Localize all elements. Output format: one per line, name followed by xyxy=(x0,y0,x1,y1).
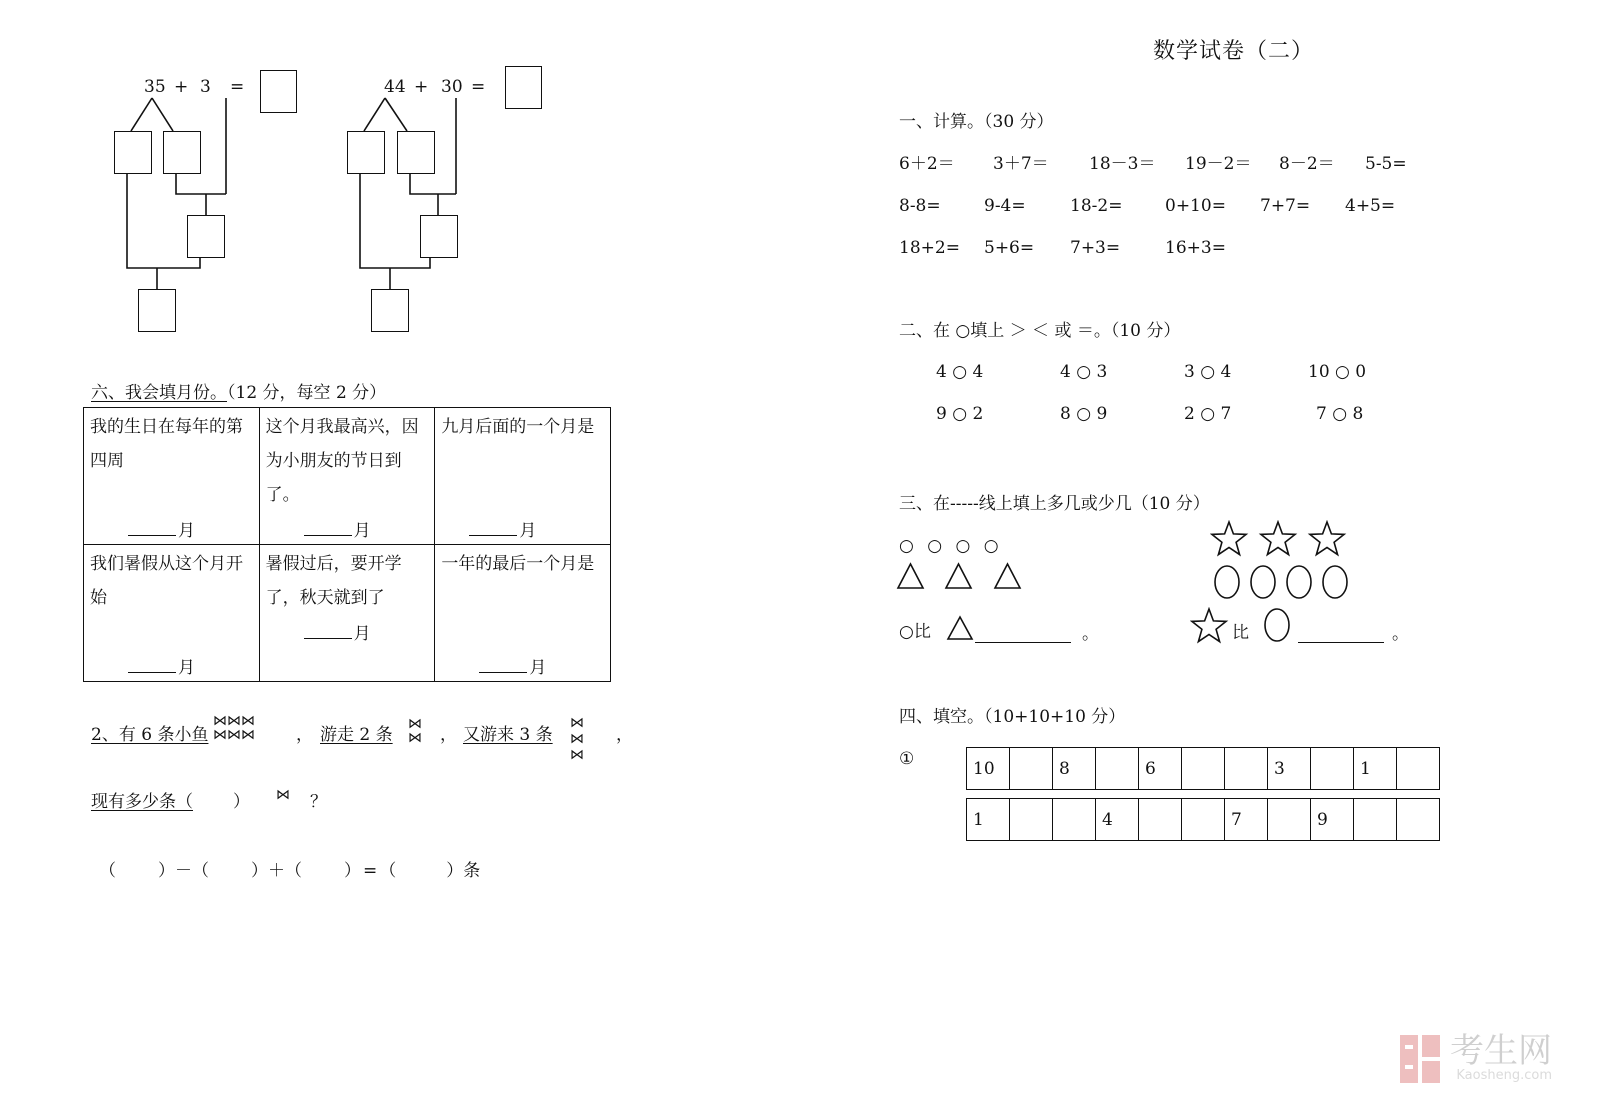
seq-cell[interactable] xyxy=(1354,799,1397,841)
month-cell-3 xyxy=(435,408,611,545)
compare-item[interactable]: 4 ○ 3 xyxy=(1060,362,1108,382)
tree2-branch-lines xyxy=(0,0,560,340)
fish-problem-part3: 又游来 3 条 xyxy=(463,725,553,745)
tree1-num2: 3 xyxy=(200,77,211,97)
calc-row-3 xyxy=(899,240,1226,257)
month-cell-2-unit: 月 xyxy=(353,521,371,541)
answer-line-left[interactable] xyxy=(975,642,1071,643)
month-cell-3-blank[interactable] xyxy=(469,523,536,540)
calc-item: 3＋7＝ xyxy=(993,154,1049,174)
fish-icon: ⋈ xyxy=(276,787,290,803)
month-cell-6-unit: 月 xyxy=(529,658,547,678)
months-table xyxy=(83,407,611,682)
fish-question-mark: ？ xyxy=(310,792,327,812)
eq-paren-close-1: ） xyxy=(158,861,175,881)
fish-question-end: ） xyxy=(233,792,250,812)
oval-icon xyxy=(1323,566,1347,598)
seq-cell[interactable] xyxy=(1053,799,1096,841)
watermark xyxy=(1400,1031,1552,1084)
section3-title: 三、在-----线上填上多几或少几（10 分） xyxy=(899,494,1210,514)
month-cell-1-unit: 月 xyxy=(178,521,195,541)
compare-item[interactable]: 7 ○ 8 xyxy=(1316,404,1364,424)
calc-row-1 xyxy=(899,156,1407,173)
compare-row-2 xyxy=(936,406,1363,423)
seq-cell[interactable] xyxy=(1397,748,1440,790)
triangle-icon xyxy=(995,564,1020,588)
answer-line-right[interactable] xyxy=(1298,642,1384,643)
eq-blank-1[interactable] xyxy=(116,863,158,880)
tree2-split-box-right[interactable] xyxy=(397,131,435,174)
calc-item: 9-4= xyxy=(984,196,1026,216)
seq-cell[interactable]: 3 xyxy=(1268,748,1311,790)
seq-cell[interactable] xyxy=(1010,799,1053,841)
month-cell-6 xyxy=(435,545,611,682)
eq-paren-open-2: （ xyxy=(192,861,209,881)
month-cell-1-blank[interactable] xyxy=(128,523,195,540)
section6-score: （12 分，每空 2 分） xyxy=(227,383,387,403)
fish-problem-part2: 游走 2 条 xyxy=(320,725,393,745)
fish-icon: ⋈ xyxy=(570,731,584,747)
tree2-num1: 44 xyxy=(384,77,406,97)
calc-item: 16+3= xyxy=(1165,238,1226,258)
calc-item: 7+7= xyxy=(1260,196,1311,216)
eq-plus: ＋ xyxy=(268,861,285,881)
period-left: 。 xyxy=(1082,624,1099,644)
month-cell-5 xyxy=(259,545,435,682)
fish-icon: ⋈ xyxy=(408,716,422,732)
oval-icon xyxy=(1287,566,1311,598)
eq-paren-close-2: ） xyxy=(251,861,268,881)
fish-icon: ⋈⋈⋈ xyxy=(213,727,255,743)
fish-icon: ⋈ xyxy=(570,747,584,763)
eq-equals: = xyxy=(363,861,378,881)
eq-blank-3[interactable] xyxy=(302,863,344,880)
period-right: 。 xyxy=(1392,624,1409,644)
seq-cell[interactable]: 8 xyxy=(1053,748,1096,790)
sequence-table-2 xyxy=(966,798,1440,841)
calc-item: 8－2＝ xyxy=(1279,154,1335,174)
seq-cell[interactable] xyxy=(1096,748,1139,790)
calc-item: 5-5= xyxy=(1365,154,1407,174)
fish-icon: ⋈⋈⋈ xyxy=(213,713,255,729)
tree2-num2: 30 xyxy=(441,77,463,97)
calc-item: 8-8= xyxy=(899,196,941,216)
star-icon xyxy=(1190,607,1230,645)
page-title: 数学试卷（二） xyxy=(1153,39,1315,64)
compare-item[interactable]: 2 ○ 7 xyxy=(1184,404,1232,424)
sequence-table-1 xyxy=(966,747,1440,790)
ovals-row xyxy=(1212,564,1362,600)
watermark-subtext: Kaosheng.com xyxy=(1456,1068,1552,1084)
month-cell-4 xyxy=(84,545,260,682)
eq-paren-open-1: （ xyxy=(99,861,116,881)
month-cell-6-text: 一年的最后一个月是 xyxy=(441,554,595,574)
fish-equation xyxy=(99,863,480,880)
seq-cell[interactable]: 6 xyxy=(1139,748,1182,790)
circles-row: ○ ○ ○ ○ xyxy=(899,536,1003,556)
star-icon xyxy=(1261,522,1295,555)
calc-item: 4+5= xyxy=(1345,196,1396,216)
month-cell-5-text: 暑假过后，要开学了，秋天就到了 xyxy=(265,554,402,608)
month-cell-3-text: 九月后面的一个月是 xyxy=(441,417,595,437)
month-cell-2-text: 这个月我最高兴，因为小朋友的节日到了。 xyxy=(265,417,419,505)
section2-title: 二、在 ○填上 ＞ ＜ 或 ＝。（10 分） xyxy=(899,321,1181,341)
seq-cell[interactable]: 10 xyxy=(967,748,1010,790)
eq-paren-open-4: （ xyxy=(379,861,397,881)
triangle-icon xyxy=(946,615,974,641)
fish-question xyxy=(91,794,250,811)
calc-item: 18-2= xyxy=(1070,196,1123,216)
compare-item[interactable]: 8 ○ 9 xyxy=(1060,404,1108,424)
month-cell-6-blank[interactable] xyxy=(479,660,546,677)
seq-cell[interactable] xyxy=(1182,799,1225,841)
seq-cell[interactable] xyxy=(1311,748,1354,790)
tree2-operator: + xyxy=(414,77,429,97)
fish-icon: ⋈ xyxy=(570,715,584,731)
calc-item: 7+3= xyxy=(1070,238,1121,258)
tree1-num1: 35 xyxy=(144,77,166,97)
fish-icon: ⋈ xyxy=(408,730,422,746)
fish-problem-comma1: ， xyxy=(296,725,313,745)
watermark-text: 考生网 xyxy=(1450,1031,1552,1072)
compare-prefix: ○比 xyxy=(899,622,931,642)
month-cell-2-blank[interactable] xyxy=(304,523,371,540)
fish-icon-group-two xyxy=(408,717,422,745)
fish-icon-group-six xyxy=(213,714,291,742)
seq-cell[interactable]: 9 xyxy=(1311,799,1354,841)
star-icon xyxy=(1310,522,1344,555)
compare-item[interactable]: 9 ○ 2 xyxy=(936,404,984,424)
oval-icon xyxy=(1251,566,1275,598)
triangles-row xyxy=(896,562,1026,590)
fish-problem-part1: 2、有 6 条小鱼 xyxy=(91,725,209,745)
fish-question-text: 现有多少条（ xyxy=(91,792,193,812)
seq-cell[interactable] xyxy=(1010,748,1053,790)
month-cell-5-unit: 月 xyxy=(353,624,371,644)
compare-item[interactable]: 3 ○ 4 xyxy=(1184,362,1232,382)
fish-problem-comma2: ， xyxy=(440,725,457,745)
calc-item: 6＋2＝ xyxy=(899,154,955,174)
section6-title xyxy=(91,385,386,402)
seq-cell[interactable] xyxy=(1397,799,1440,841)
month-cell-4-text: 我们暑假从这个月开始 xyxy=(90,554,243,608)
section1-title: 一、计算。（30 分） xyxy=(899,112,1054,132)
eq-unit: 条 xyxy=(463,861,481,881)
eq-paren-open-3: （ xyxy=(285,861,302,881)
star-icon xyxy=(1212,522,1246,555)
tree2-sum-box[interactable] xyxy=(420,215,458,258)
month-cell-4-blank[interactable] xyxy=(128,660,195,677)
fish-problem-comma3: ， xyxy=(616,725,633,745)
compare-item[interactable]: 10 ○ 0 xyxy=(1308,362,1367,382)
tree2-equals: = xyxy=(471,77,486,97)
seq-cell[interactable] xyxy=(1268,799,1311,841)
oval-icon xyxy=(1215,566,1239,598)
fish-icon-group-three xyxy=(570,715,584,763)
seq-cell[interactable] xyxy=(1225,748,1268,790)
month-cell-3-unit: 月 xyxy=(519,521,537,541)
watermark-logo-icon xyxy=(1400,1035,1442,1083)
month-cell-2 xyxy=(259,408,435,545)
eq-blank-4[interactable] xyxy=(396,863,446,880)
compare-row-1 xyxy=(936,364,1366,381)
tree2-split-box-left[interactable] xyxy=(347,131,385,174)
eq-paren-close-4: ） xyxy=(446,861,464,881)
calc-item: 18+2= xyxy=(899,238,960,258)
calc-item: 5+6= xyxy=(984,238,1035,258)
triangle-icon xyxy=(946,564,971,588)
stars-row xyxy=(1210,520,1360,558)
seq-cell[interactable]: 4 xyxy=(1096,799,1139,841)
item-marker: ① xyxy=(899,749,915,769)
seq-cell[interactable]: 7 xyxy=(1225,799,1268,841)
triangle-icon xyxy=(898,564,923,588)
calc-item: 0+10= xyxy=(1165,196,1226,216)
section6-title-text: 六、我会填月份。 xyxy=(91,383,227,403)
month-cell-1-text: 我的生日在每年的第四周 xyxy=(90,417,243,471)
calc-row-2 xyxy=(899,198,1395,215)
seq-cell[interactable]: 1 xyxy=(967,799,1010,841)
section4-title: 四、填空。（10+10+10 分） xyxy=(899,707,1126,727)
eq-blank-2[interactable] xyxy=(209,863,251,880)
calc-item: 18－3＝ xyxy=(1089,154,1156,174)
month-cell-4-unit: 月 xyxy=(178,658,195,678)
eq-minus: － xyxy=(175,861,192,881)
oval-icon xyxy=(1263,607,1291,643)
tree1-equals: = xyxy=(230,77,245,97)
month-cell-1 xyxy=(84,408,260,545)
seq-cell[interactable] xyxy=(1182,748,1225,790)
compare-word: 比 xyxy=(1232,623,1249,643)
eq-paren-close-3: ） xyxy=(344,861,361,881)
seq-cell[interactable]: 1 xyxy=(1354,748,1397,790)
compare-item[interactable]: 4 ○ 4 xyxy=(936,362,984,382)
tree1-operator: + xyxy=(174,77,189,97)
calc-item: 19－2＝ xyxy=(1185,154,1252,174)
seq-cell[interactable] xyxy=(1139,799,1182,841)
tree2-result-box[interactable] xyxy=(371,289,409,332)
month-cell-5-blank[interactable] xyxy=(304,626,371,643)
